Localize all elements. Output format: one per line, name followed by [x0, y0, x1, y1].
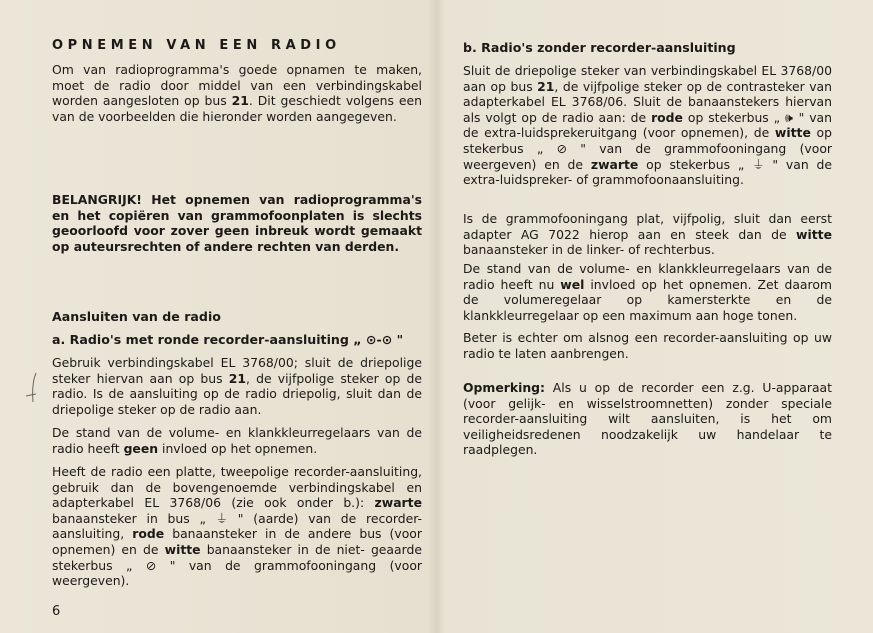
paragraph-a1: Gebruik verbindingskabel EL 3768/00; sluit de driepolige steker hiervan aan op bus 21, de vijfpolige steker op de radio. Is de aansluiting op de radio driepolig, sluit dan de driepolige steker op de radio aan. [52, 355, 422, 417]
paragraph-b2: Is de grammofooningang plat, vijfpolig, sluit dan eerst adapter AG 7022 hierop aan en steek dan de witte banaansteker in de linker- of rechterbus. [463, 211, 832, 258]
paragraph-b4: Beter is echter om alsnog een recorder-aansluiting op uw radio te laten aanbrengen. [463, 330, 832, 361]
remark-paragraph: Opmerking: Als u op de recorder een z.g. U-apparaat (voor gelijk- en wisselstroomnetten) zonder speciale recorder-aansluiting wilt aansluiten, is het om veiligheidsredenen noodzakelijk uw handelaar te raadplegen. [463, 380, 832, 458]
remark-label: Opmerking: [463, 380, 545, 395]
paragraph-b3: De stand van de volume- en klankkleurregelaars van de radio heeft nu wel invloed op het opnemen. Zet daarom de volumeregelaar op kamersterkte en de klankkleurregelaar op een maximum aan hoge tonen. [463, 261, 832, 323]
paragraph-a3: Heeft de radio een platte, tweepolige recorder-aansluiting, gebruik dan de bovengenoemde verbindingskabel en adapterkabel EL 3768/06 (zie ook onder b.): zwarte banaansteker in bus „ ⏚ " (aarde) van de recorder-aansluiting, rode banaansteker in de andere bus (voor opnemen) en de witte banaansteker in de niet- geaarde stekerbus „ ⊘ " van de grammofooningang (voor weergeven). [52, 464, 422, 589]
pencil-mark-icon [24, 372, 40, 406]
subsection-b-title: b. Radio's zonder recorder-aansluiting [463, 40, 736, 55]
paragraph-b1: Sluit de driepolige steker van verbindingskabel EL 3768/00 aan op bus 21, de vijfpolige steker op de contrasteker van adapterkabel EL 3768/06. Sluit de banaanstekers hiervan als volgt op de radio aan: de rode op stekerbus „ 🕪 " van de extra-luidsprekeruitgang (voor opnemen), de witte op stekerbus „ ⊘ " van de grammofooningang (voor weergeven) en de zwarte op stekerbus „ ⏚ " van de extra-luidspreker- of grammofoonaansluiting. [463, 63, 833, 188]
page-title: OPNEMEN VAN EEN RADIO [52, 38, 341, 53]
important-notice: BELANGRIJK! Het opnemen van radioprogramma's en het copiëren van grammofoonplaten is slechts geoorloofd voor zover geen inbreuk wordt gemaakt op auteursrechten of andere rechten van derden. [52, 192, 422, 254]
paragraph-a2: De stand van de volume- en klankkleurregelaars van de radio heeft geen invloed op het opnemen. [52, 425, 422, 456]
page-number: 6 [52, 604, 61, 619]
intro-paragraph: Om van radioprogramma's goede opnamen te maken, moet de radio door middel van een verbindingskabel worden aangesloten op bus 21. Dit geschiedt volgens een van de voorbeelden die hieronder worden aangegeven. [52, 62, 422, 124]
section-title: Aansluiten van de radio [52, 309, 221, 324]
subsection-a-title: a. Radio's met ronde recorder-aansluiting „ ⊙-⊙ " [52, 332, 404, 347]
